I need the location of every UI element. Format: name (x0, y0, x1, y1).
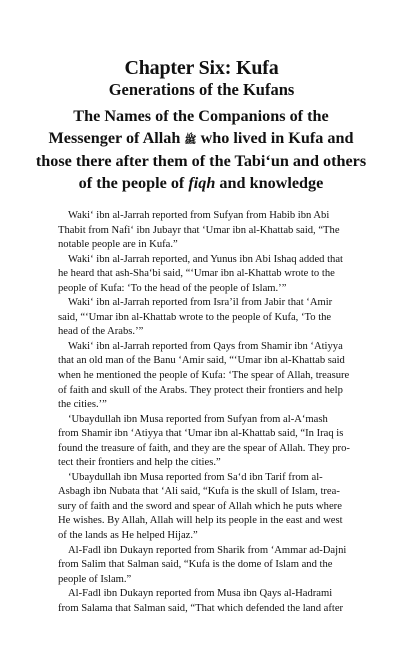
text-line: from Shamir ibn ‘Atiyya that ‘Umar ibn al-Khattab said, “In Iraq is (58, 428, 344, 440)
heading-italic-fiqh: fiqh (188, 173, 216, 192)
body-text (58, 209, 386, 616)
chapter-title: Chapter Six: Kufa (124, 57, 279, 79)
text-line: ‘Ubaydullah ibn Musa reported from Sa‘d ibn Tarif from al- (68, 471, 323, 483)
text-line: ‘Ubaydullah ibn Musa reported from Sufyan from al-A‘mash (68, 413, 328, 425)
chapter-subtitle: Generations of the Kufans (108, 80, 295, 99)
text-line: of faith and skull of the Arabs. They protect their frontiers and help (58, 384, 343, 396)
heading-line-2 (28, 128, 374, 152)
text-line: that an old man of the Banu ‘Amir said, “‘Umar ibn al-Khattab said (58, 355, 345, 367)
heading-line-2-start: Messenger of Allah (48, 128, 185, 147)
heading-line-4-start: of the people of (78, 173, 189, 192)
heading-line-2-end: who lived in Kufa and (196, 128, 354, 147)
heading-line-4 (28, 173, 374, 195)
text-line: head of the Arabs.’” (58, 326, 144, 338)
text-line: Waki‘ ibn al-Jarrah reported from Sufyan from Habib ibn Abi (68, 210, 330, 221)
text-line: the cities.’” (58, 399, 107, 411)
text-line: tect their frontiers and help the cities.” (58, 457, 221, 469)
honorific-glyph: ﷺ (184, 134, 197, 146)
text-line: Waki‘ ibn al-Jarrah reported from Isra’il from Jabir that ‘Amir (68, 297, 333, 309)
text-line: when he mentioned the people of Kufa: ‘The spear of Allah, treasure (58, 370, 350, 382)
text-line: said, “‘Umar ibn al-Khattab wrote to the people of Kufa, ‘To the (58, 311, 332, 323)
text-line: people of Islam.” (58, 573, 132, 585)
text-line: He wishes. By Allah, Allah will help its people in the east and west (58, 515, 343, 527)
text-line: of the lands as He helped Hijaz.” (58, 530, 198, 542)
text-line: Thabit from Nafi‘ ibn Jubayr that ‘Umar ibn al-Khattab said, “The (58, 224, 340, 236)
text-line: Al-Fadl ibn Dukayn reported from Sharik from ‘Ammar ad-Dajni (68, 544, 347, 556)
text-line: from Salama that Salman said, “That which defended the land after (58, 602, 344, 614)
text-line: Waki‘ ibn al-Jarrah reported, and Yunus ibn Abi Ishaq added that (68, 253, 343, 265)
heading-line-3: those there after them of the Tabi‘un and others (35, 152, 367, 171)
text-line: Waki‘ ibn al-Jarrah reported from Qays from Shamir ibn ‘Atiyya (68, 340, 343, 352)
text-line: sury of faith and the sword and spear of Allah which he puts where (58, 500, 342, 512)
text-line: Al-Fadl ibn Dukayn reported from Musa ibn Qays al-Hadrami (68, 588, 333, 600)
section-heading (28, 106, 374, 194)
text-line: Asbagh ibn Nubata that ‘Ali said, “Kufa is the skull of Islam, trea- (58, 486, 340, 498)
text-line: from Salim that Salman said, “Kufa is the dome of Islam and the (58, 559, 333, 571)
text-line: people of Kufa: ‘To the head of the people of Islam.’” (58, 282, 287, 294)
heading-line-1: The Names of the Companions of the (73, 107, 329, 125)
text-line: found the treasure of faith, and they are the spear of Allah. They pro- (58, 442, 350, 454)
text-line: he heard that ash-Sha‘bi said, “‘Umar ibn al-Khattab wrote to the (58, 268, 335, 280)
heading-line-4-end: and knowledge (215, 173, 324, 192)
text-line: notable people are in Kufa.” (58, 239, 178, 251)
